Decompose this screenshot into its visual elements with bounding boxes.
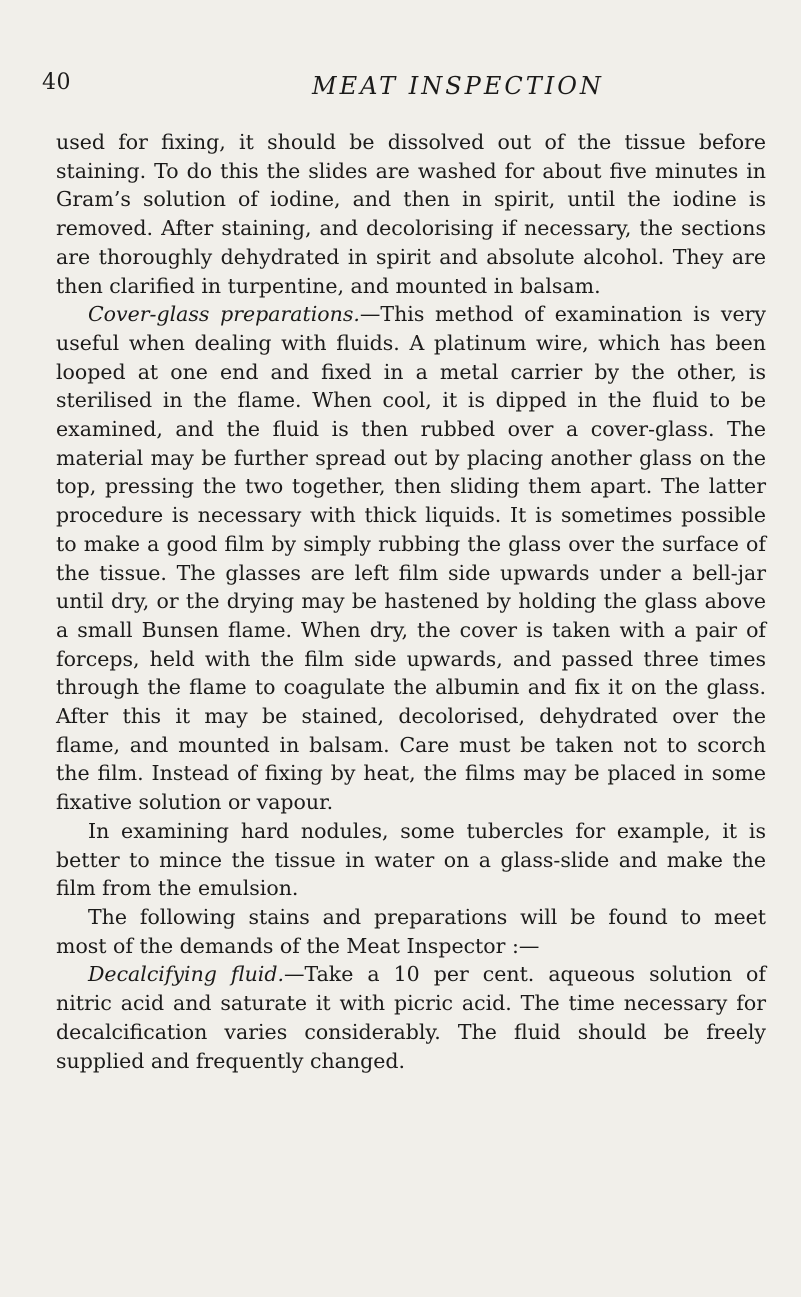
paragraph-decalcifying (56, 960, 766, 1075)
page-header (42, 56, 761, 100)
paragraph-cover-glass (56, 300, 766, 817)
paragraph-text: —Take a 10 per cent. aqueous solution of nitric acid and saturate it with picric acid. The time necessary for decalcification varies considerably. The fluid should be freely supplied and frequently changed. (56, 962, 766, 1073)
paragraph-text: The following stains and preparations will be found to meet most of the demands of the Meat Inspector :— (56, 904, 766, 958)
section-heading-decalcifying: Decalcifying fluid. (88, 962, 284, 987)
paragraph-staining (56, 128, 766, 300)
body-text (56, 128, 766, 1075)
section-heading-cover-glass: Cover-glass preparations. (88, 302, 360, 327)
paragraph-hard-nodules (56, 817, 766, 903)
paragraph-text: used for fixing, it should be dissolved out of the tissue before staining. To do this the slides are washed for about five minutes in Gram’s solution of iodine, and then in spirit, until the iodine is removed. After staining, and decolorising if necessary, the sections are thoroughly dehydrated in spirit and absolute alcohol. They are then clarified in turpentine, and mounted in balsam. (56, 130, 766, 298)
paragraph-stains-intro (56, 903, 766, 960)
paragraph-text: In examining hard nodules, some tubercles for example, it is better to mince the tissue in water on a glass-slide and make the film from the emulsion. (56, 818, 766, 901)
paragraph-text: —This method of examination is very useful when dealing with fluids. A platinum wire, which has been looped at one end and fixed in a metal carrier by the other, is sterilised in the flame. When cool, it is dipped in the fluid to be examined, and the fluid is then rubbed over a cover-glass. The material may be further spread out by placing another glass on the top, pressing the two together, then sliding them apart. The latter procedure is necessary with thick liquids. It is sometimes possible to make a good film by simply rubbing the glass over the surface of the tissue. The glasses are left film side upwards under a bell-jar until dry, or the drying may be hastened by holding the glass above a small Bunsen flame. When dry, the cover is taken with a pair of forceps, held with the film side upwards, and passed three times through the flame to coagulate the albumin and fix it on the glass. After this it may be stained, decolorised, dehydrated over the flame, and mounted in balsam. Care must be taken not to scorch the film. Instead of fixing by heat, the films may be placed in some fixative solution or vapour. (56, 302, 766, 815)
page-number: 40 (42, 70, 71, 95)
running-title: MEAT INSPECTION (312, 72, 604, 100)
